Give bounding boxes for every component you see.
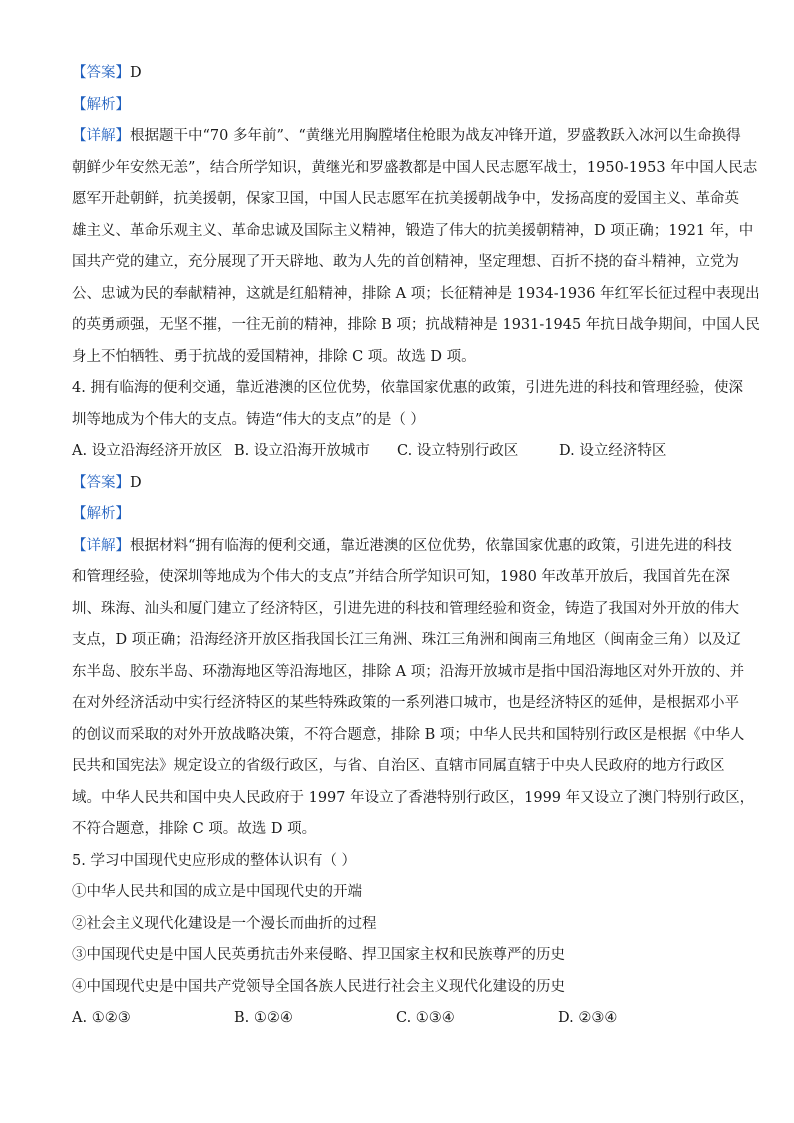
- question-5-item: ④中国现代史是中国共产党领导全国各族人民进行社会主义现代化建设的历史: [72, 978, 565, 995]
- question-4-stem: 圳等地成为个伟大的支点。铸造“伟大的支点”的是（ ）: [72, 411, 425, 428]
- detail-line: 东半岛、胶东半岛、环渤海地区等沿海地区，排除 A 项；沿海开放城市是指中国沿海地区对外开放的、并: [72, 663, 745, 680]
- question-5-options: [72, 1003, 724, 1035]
- detail-line: 支点，D 项正确；沿海经济开放区指我国长江三角洲、珠江三角洲和闽南三角地区（闽南金三角）以及辽: [72, 632, 741, 648]
- question-4-options: [72, 436, 724, 468]
- detail-line: 域。中华人民共和国中央人民政府于 1997 年设立了香港特别行政区，1999 年又设立了澳门特别行政区，: [72, 789, 755, 806]
- option-c: C. 设立特别行政区: [397, 443, 519, 459]
- detail-line: 的创议而采取的对外开放战略决策，不符合题意，排除 B 项；中华人民共和国特别行政区是根据《中华人: [72, 726, 745, 743]
- answer-value: D: [130, 474, 142, 491]
- option-d: D. 设立经济特区: [559, 443, 667, 459]
- question-5-stem: 5. 学习中国现代史应形成的整体认识有（ ）: [72, 852, 357, 869]
- option-a: A. ①②③: [72, 1010, 131, 1026]
- detail-line: 愿军开赴朝鲜，抗美援朝，保家卫国，中国人民志愿军在抗美援朝战争中，发扬高度的爱国主义、革命英: [72, 191, 739, 207]
- detail-line: 在对外经济活动中实行经济特区的某些特殊政策的一系列港口城市，也是经济特区的延伸，是根据邓小平: [72, 695, 739, 711]
- detail-line: 不符合题意，排除 C 项。故选 D 项。: [72, 821, 317, 837]
- detail-text: 根据题干中“70 多年前”、“黄继光用胸膛堵住枪眼为战友冲锋开道，罗盛教跃入冰河以生命换得: [130, 128, 741, 144]
- analysis-label: 【解析】: [72, 96, 130, 113]
- question-4-stem: 4. 拥有临海的便利交通，靠近港澳的区位优势，依靠国家优惠的政策，引进先进的科技和管理经验，使深: [72, 380, 743, 396]
- detail-line: 身上不怕牺牲、勇于抗战的爱国精神，排除 C 项。故选 D 项。: [72, 348, 476, 365]
- answer-value: D: [130, 65, 142, 81]
- option-c: C. ①③④: [396, 1010, 455, 1026]
- option-a: A. 设立沿海经济开放区: [72, 443, 223, 459]
- analysis-label-line: [72, 90, 724, 122]
- answer-line: [72, 468, 724, 500]
- option-d: D. ②③④: [558, 1010, 618, 1026]
- detail-text: 根据材料“拥有临海的便利交通，靠近港澳的区位优势，依靠国家优惠的政策，引进先进的科技: [130, 537, 732, 554]
- question-5-item: ①中华人民共和国的成立是中国现代史的开端: [72, 884, 362, 900]
- answer-label: 【答案】: [72, 65, 130, 81]
- answer-line: [72, 58, 724, 90]
- detail-line: 国共产党的建立，充分展现了开天辟地、敢为人先的首创精神，坚定理想、百折不挠的奋斗精神，立党为: [72, 254, 739, 270]
- document-page: [72, 58, 760, 1035]
- detail-line: 朝鲜少年安然无恙”，结合所学知识，黄继光和罗盛教都是中国人民志愿军战士，1950-1953 年中国人民志: [72, 159, 758, 176]
- detail-label: 【详解】: [72, 537, 130, 554]
- option-b: B. ①②④: [234, 1010, 293, 1026]
- question-5-item: ③中国现代史是中国人民英勇抗击外来侵略、捍卫国家主权和民族尊严的历史: [72, 947, 565, 963]
- detail-line: 圳、珠海、汕头和厦门建立了经济特区，引进先进的科技和管理经验和资金，铸造了我国对外开放的伟大: [72, 600, 739, 617]
- detail-label: 【详解】: [72, 128, 130, 144]
- detail-line: 和管理经验，使深圳等地成为个伟大的支点”并结合所学知识可知，1980 年改革开放后，我国首先在深: [72, 569, 730, 585]
- analysis-label-line: [72, 499, 724, 531]
- answer-label: 【答案】: [72, 474, 130, 491]
- detail-line: 雄主义、革命乐观主义、革命忠诚及国际主义精神，锻造了伟大的抗美援朝精神，D 项正确；1921 年，中: [72, 222, 754, 239]
- detail-line: 公、忠诚为民的奉献精神，这就是红船精神，排除 A 项；长征精神是 1934-1936 年红军长征过程中表现出: [72, 285, 760, 302]
- question-5-item: ②社会主义现代化建设是一个漫长而曲折的过程: [72, 915, 377, 932]
- detail-line: 民共和国宪法》规定设立的省级行政区，与省、自治区、直辖市同属直辖于中央人民政府的地方行政区: [72, 758, 725, 774]
- analysis-label: 【解析】: [72, 506, 130, 522]
- option-b: B. 设立沿海开放城市: [234, 443, 370, 459]
- detail-line: [72, 121, 741, 153]
- detail-line: [72, 531, 732, 563]
- detail-line: 的英勇顽强，无坚不摧，一往无前的精神，排除 B 项；抗战精神是 1931-1945 年抗日战争期间，中国人民: [72, 317, 760, 333]
